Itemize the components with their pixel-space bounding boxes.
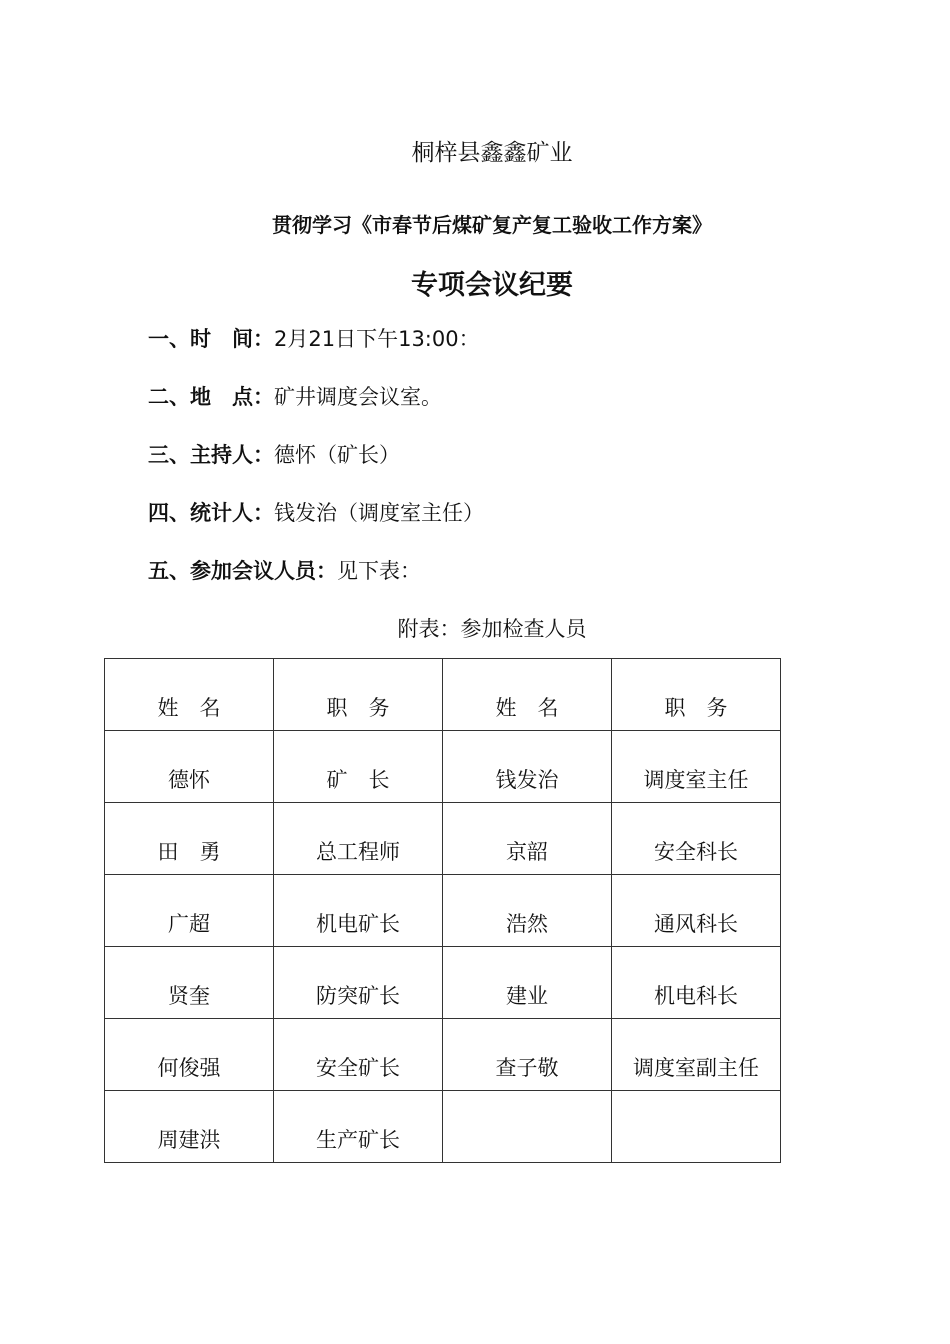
header-cell: 职 务 (612, 659, 781, 731)
info-location (148, 381, 442, 411)
info-label: 四、统计人： (148, 501, 274, 525)
table-row (105, 803, 781, 875)
table-row (105, 947, 781, 1019)
table-cell: 生产矿长 (274, 1091, 443, 1163)
info-value: 矿井调度会议室。 (274, 385, 442, 409)
table-cell: 京韶 (443, 803, 612, 875)
table-row (105, 1091, 781, 1163)
document-title: 专项会议纪要 (411, 270, 573, 301)
info-label: 一、时 间： (148, 327, 274, 351)
info-value: 德怀（矿长） (274, 443, 400, 467)
table-cell: 通风科长 (612, 875, 781, 947)
table-row (105, 731, 781, 803)
table-row (105, 875, 781, 947)
info-value: 2月21日下午13:00： (274, 327, 480, 351)
table-cell: 建业 (443, 947, 612, 1019)
table-cell: 钱发治 (443, 731, 612, 803)
info-label: 二、地 点： (148, 385, 274, 409)
table-caption: 附表：参加检查人员 (397, 617, 587, 641)
info-time (148, 323, 480, 353)
table-cell: 矿 长 (274, 731, 443, 803)
info-host (148, 439, 400, 469)
info-label: 五、参加会议人员： (148, 559, 337, 583)
header-cell: 姓 名 (105, 659, 274, 731)
table-cell: 德怀 (105, 731, 274, 803)
info-value: 钱发治（调度室主任） (274, 501, 484, 525)
table-cell: 安全矿长 (274, 1019, 443, 1091)
table-cell: 何俊强 (105, 1019, 274, 1091)
table-cell: 田 勇 (105, 803, 274, 875)
table-cell (443, 1091, 612, 1163)
table-cell: 广超 (105, 875, 274, 947)
organization-name: 桐梓县鑫鑫矿业 (411, 140, 573, 166)
table-cell: 调度室副主任 (612, 1019, 781, 1091)
table-header-row (105, 659, 781, 731)
attendee-table (104, 658, 781, 1163)
table-cell: 查子敬 (443, 1019, 612, 1091)
header-cell: 职 务 (274, 659, 443, 731)
table-cell (612, 1091, 781, 1163)
info-value: 见下表： (337, 559, 421, 583)
table-cell: 贤奎 (105, 947, 274, 1019)
table-cell: 总工程师 (274, 803, 443, 875)
info-attendees (148, 555, 421, 585)
info-label: 三、主持人： (148, 443, 274, 467)
table-cell: 调度室主任 (612, 731, 781, 803)
table-cell: 周建洪 (105, 1091, 274, 1163)
table-cell: 浩然 (443, 875, 612, 947)
table-cell: 机电科长 (612, 947, 781, 1019)
table-cell: 安全科长 (612, 803, 781, 875)
info-recorder (148, 497, 484, 527)
document-subtitle: 贯彻学习《市春节后煤矿复产复工验收工作方案》 (272, 213, 712, 237)
table-cell: 机电矿长 (274, 875, 443, 947)
table-row (105, 1019, 781, 1091)
header-cell: 姓 名 (443, 659, 612, 731)
table-cell: 防突矿长 (274, 947, 443, 1019)
